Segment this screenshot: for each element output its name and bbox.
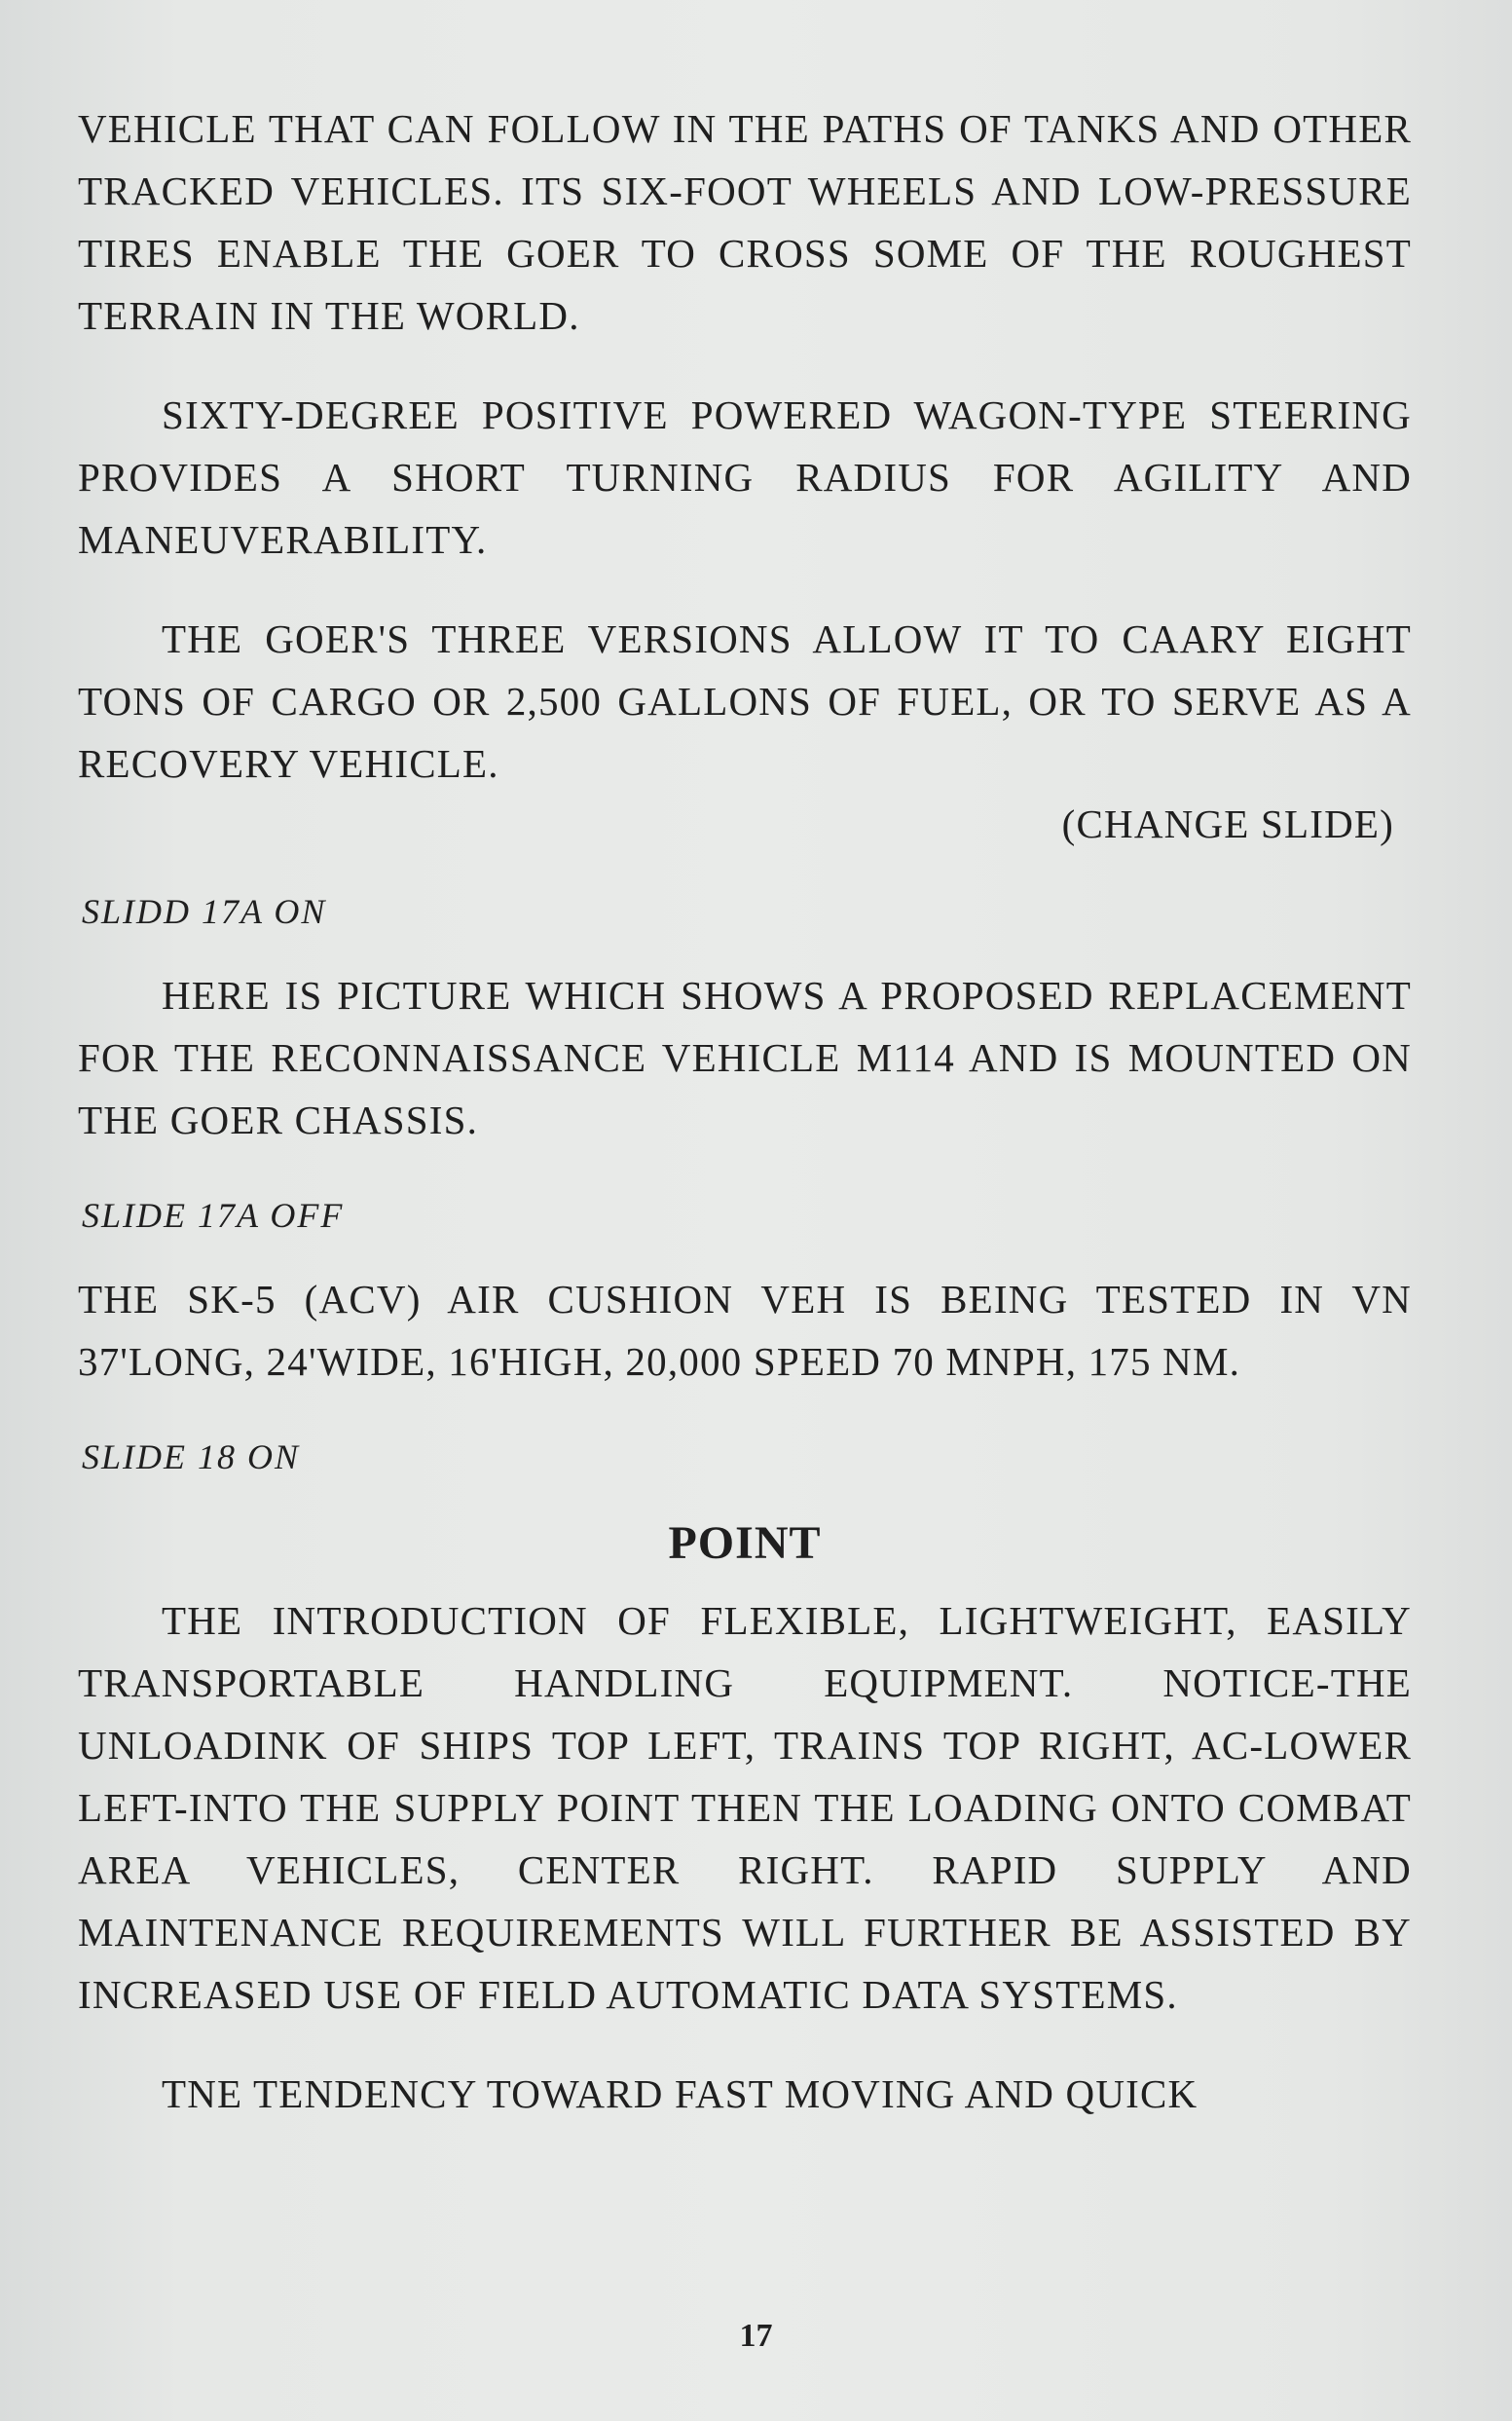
paragraph-goer-versions: THE GOER'S THREE VERSIONS ALLOW IT TO CAARY EIGHT TONS OF CARGO OR 2,500 GALLONS OF FUEL, OR TO SERVE AS A RECOVERY VEHICLE. — [78, 616, 1412, 786]
paragraph-handling-equipment: THE INTRODUCTION OF FLEXIBLE, LIGHTWEIGHT, EASILY TRANSPORTABLE HANDLING EQUIPMENT. NOTICE-THE UNLOADINK OF SHIPS TOP LEFT, TRAINS TOP RIGHT, AC-LOWER LEFT-INTO THE SUPPLY POINT THEN THE LOADING ONTO COMBAT AREA VEHICLES, CENTER RIGHT. RAPID SUPPLY AND MAINTENANCE REQUIREMENTS WILL FURTHER BE ASSISTED BY INCREASED USE OF FIELD AUTOMATIC DATA SYSTEMS. — [78, 1598, 1412, 2017]
page-number: 17 — [739, 2318, 773, 2354]
section-heading: POINT — [668, 1517, 822, 1569]
change-slide-note: (CHANGE SLIDE) — [1061, 801, 1394, 846]
slide-cue-17a-off: SLIDE 17A OFF — [82, 1196, 345, 1235]
body-text — [78, 97, 1412, 2162]
paragraph-air-cushion-vehicle: THE SK-5 (ACV) AIR CUSHION VEH IS BEING TESTED IN VN 37'LONG, 24'WIDE, 16'HIGH, 20,000 SPEED 70 MNPH, 175 NM. — [78, 1277, 1412, 1384]
paragraph-steering: SIXTY-DEGREE POSITIVE POWERED WAGON-TYPE STEERING PROVIDES A SHORT TURNING RADIUS FOR AGILITY AND MANEUVERABILITY. — [78, 392, 1412, 562]
slide-cue-17a-on: SLIDD 17A ON — [82, 892, 327, 931]
slide-cue-18-on: SLIDE 18 ON — [82, 1437, 301, 1476]
paragraph-reconnaissance-vehicle: HERE IS PICTURE WHICH SHOWS A PROPOSED REPLACEMENT FOR THE RECONNAISSANCE VEHICLE M114 AND IS MOUNTED ON THE GOER CHASSIS. — [78, 973, 1412, 1142]
paragraph-tendency: TNE TENDENCY TOWARD FAST MOVING AND QUICK — [162, 2071, 1199, 2116]
paragraph-goer-terrain: VEHICLE THAT CAN FOLLOW IN THE PATHS OF TANKS AND OTHER TRACKED VEHICLES. ITS SIX-FOOT WHEELS AND LOW-PRESSURE TIRES ENABLE THE GOER TO CROSS SOME OF THE ROUGHEST TERRAIN IN THE WORLD. — [78, 106, 1412, 338]
